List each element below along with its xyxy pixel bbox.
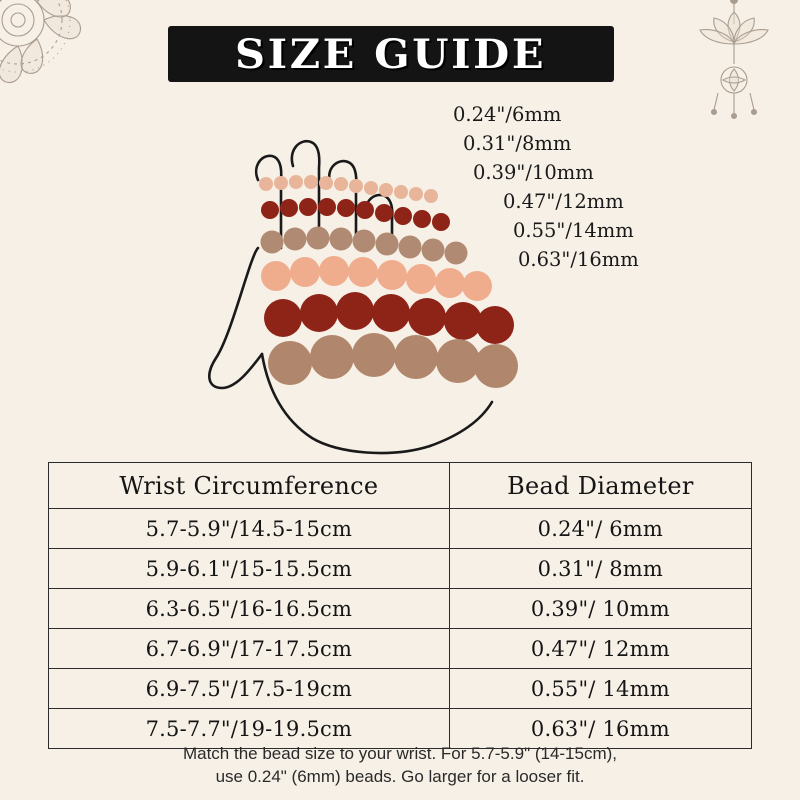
cell-wrist: 7.5-7.7"/19-19.5cm (49, 709, 450, 749)
table-header-row (49, 463, 752, 509)
table-row (49, 509, 752, 549)
bead-label: 0.24"/6mm (453, 103, 562, 126)
bracelet-row-8mm (261, 198, 450, 231)
table-row (49, 629, 752, 669)
bead-label: 0.39"/10mm (473, 161, 594, 184)
cell-bead: 0.63"/ 16mm (449, 709, 751, 749)
cell-wrist: 6.7-6.9"/17-17.5cm (49, 629, 450, 669)
cell-bead: 0.55"/ 14mm (449, 669, 751, 709)
cell-bead: 0.24"/ 6mm (449, 509, 751, 549)
cell-bead: 0.39"/ 10mm (449, 589, 751, 629)
cell-wrist: 5.9-6.1"/15-15.5cm (49, 549, 450, 589)
footer-note-line-2: use 0.24" (6mm) beads. Go larger for a looser fit. (215, 767, 585, 786)
cell-wrist: 6.3-6.5"/16-16.5cm (49, 589, 450, 629)
bead-label: 0.63"/16mm (518, 248, 639, 271)
table-row (49, 669, 752, 709)
cell-bead: 0.47"/ 12mm (449, 629, 751, 669)
cell-wrist: 5.7-5.9"/14.5-15cm (49, 509, 450, 549)
bracelet-row-6mm (259, 175, 438, 203)
cell-bead: 0.31"/ 8mm (449, 549, 751, 589)
table-row (49, 589, 752, 629)
page-title: SIZE GUIDE (235, 30, 547, 78)
bead-label: 0.55"/14mm (513, 219, 634, 242)
bead-label: 0.47"/12mm (503, 190, 624, 213)
size-table (48, 462, 752, 749)
cell-wrist: 6.9-7.5"/17.5-19cm (49, 669, 450, 709)
table-header-wrist: Wrist Circumference (49, 463, 450, 509)
table-header-bead: Bead Diameter (449, 463, 751, 509)
bead-size-labels (445, 100, 705, 274)
table-row (49, 549, 752, 589)
bead-label: 0.31"/8mm (463, 132, 572, 155)
bracelet-row-16mm (268, 333, 518, 388)
footer-note-line-1: Match the bead size to your wrist. For 5.7-5.9" (14-15cm), (182, 744, 618, 763)
footer-note (60, 742, 740, 788)
